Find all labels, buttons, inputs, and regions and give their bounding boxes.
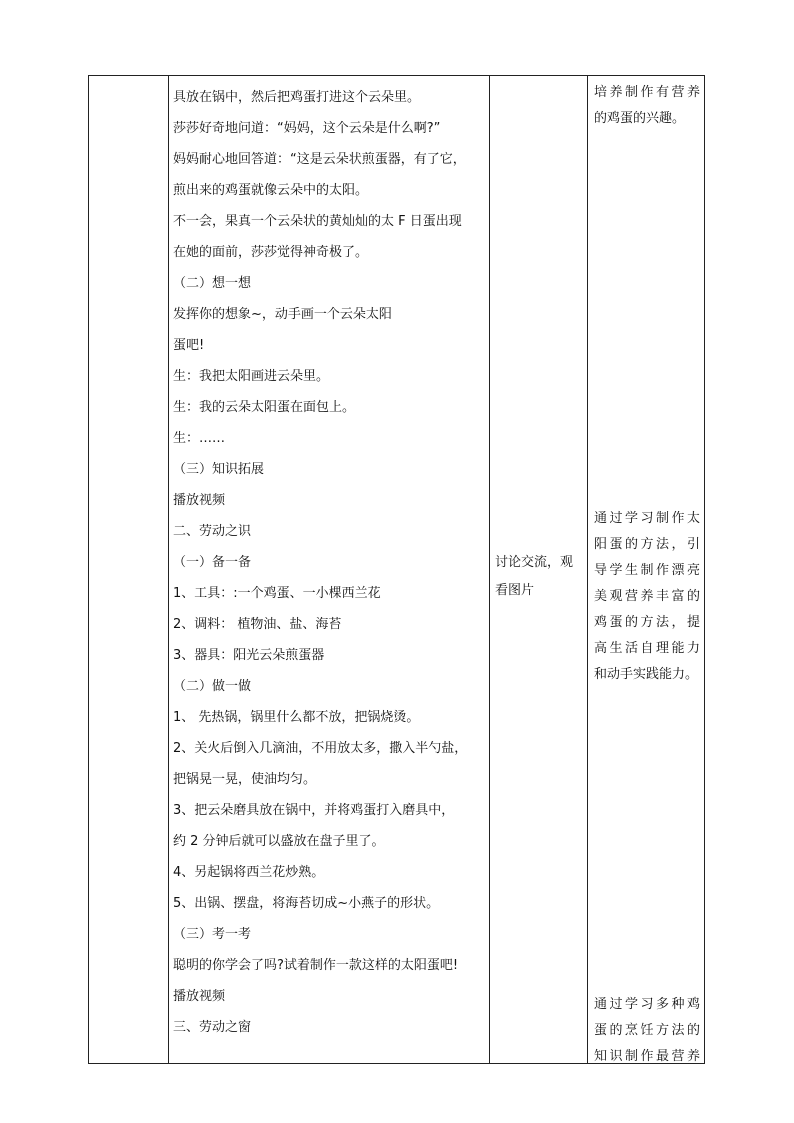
text-line: 3、器具：阳光云朵煎蛋器 <box>173 648 325 663</box>
text-line: 约 2 分钟后就可以盛放在盘子里了。 <box>173 834 385 849</box>
text-line: 蛋的烹饪方法的 <box>594 1023 700 1038</box>
text-line: 的鸡蛋的兴趣。 <box>594 111 686 126</box>
text-line: （三）考一考 <box>173 927 252 942</box>
text-line: 莎莎好奇地问道：“妈妈，这个云朵是什么啊?” <box>173 121 441 136</box>
text-line: 具放在锅中，然后把鸡蛋打进这个云朵里。 <box>173 90 421 105</box>
text-line: 高生活自理能力 <box>594 641 700 656</box>
student-activity-text <box>495 549 583 605</box>
text-line: 在她的面前，莎莎觉得神奇极了。 <box>173 245 369 260</box>
text-line: 通过学习制作太 <box>594 511 700 526</box>
text-line: 5、出锅、摆盘，将海苔切成~小燕子的形状。 <box>173 896 440 911</box>
text-line: 3、把云朵磨具放在锅中，并将鸡蛋打入磨具中， <box>173 803 455 818</box>
text-line: （一）备一备 <box>173 555 252 570</box>
design-intent-cell <box>588 76 705 1064</box>
text-line: 1、 先热锅，锅里什么都不放，把锅烧烫。 <box>173 710 420 725</box>
text-line: 知识制作最营养 <box>594 1049 700 1064</box>
design-intent-block <box>594 506 700 688</box>
text-line: 美观营养丰富的 <box>594 589 700 604</box>
text-line: 不一会，果真一个云朵状的黄灿灿的太 F 日蛋出现 <box>173 214 462 229</box>
text-line: 把锅晃一晃，使油均匀。 <box>173 772 317 787</box>
teaching-process-text <box>169 76 489 1043</box>
text-line: 发挥你的想象~，动手画一个云朵太阳 <box>173 307 392 322</box>
text-line: 培养制作有营养 <box>594 85 700 100</box>
text-line: 生：…… <box>173 431 226 446</box>
text-line: 播放视频 <box>173 989 226 1004</box>
text-line: 1、工具：:一个鸡蛋、一小棵西兰花 <box>173 586 381 601</box>
text-line: 聪明的你学会了吗?试着制作一款这样的太阳蛋吧! <box>173 958 459 973</box>
design-intent-block <box>594 992 700 1070</box>
text-line: 鸡蛋的方法，提 <box>594 615 700 630</box>
text-line: 生：我的云朵太阳蛋在面包上。 <box>173 400 356 415</box>
text-line: 4、另起锅将西兰花炒熟。 <box>173 865 325 880</box>
text-line: 妈妈耐心地回答道：“这是云朵状煎蛋器，有了它， <box>173 152 466 167</box>
text-line: 讨论交流，观 <box>495 555 574 570</box>
empty-column-cell <box>89 76 169 1064</box>
text-line: 2、调料： 植物油、盐、海苔 <box>173 617 342 632</box>
text-line: 阳蛋的方法，引 <box>594 537 700 552</box>
table-row <box>89 76 705 1064</box>
text-line: 煎出来的鸡蛋就像云朵中的太阳。 <box>173 183 369 198</box>
text-line: 导学生制作漂亮 <box>594 563 700 578</box>
text-line: 二、劳动之识 <box>173 524 252 539</box>
text-line: 通过学习多种鸡 <box>594 997 700 1012</box>
text-line: 三、劳动之窗 <box>173 1020 252 1035</box>
text-line: 播放视频 <box>173 493 226 508</box>
text-line: （三）知识拓展 <box>173 462 265 477</box>
text-line: （二）想一想 <box>173 276 252 291</box>
text-line: 看图片 <box>495 583 535 598</box>
teaching-process-cell <box>169 76 490 1064</box>
student-activity-cell <box>490 76 588 1064</box>
text-line: 和动手实践能力。 <box>594 667 699 682</box>
lesson-plan-table <box>88 75 705 1064</box>
text-line: 生：我把太阳画进云朵里。 <box>173 369 330 384</box>
text-line: （二）做一做 <box>173 679 252 694</box>
text-line: 蛋吧! <box>173 338 205 353</box>
design-intent-block <box>594 80 700 132</box>
text-line: 2、关火后倒入几滴油，不用放太多，撒入半勺盐， <box>173 741 468 756</box>
design-intent-text <box>588 76 704 1063</box>
